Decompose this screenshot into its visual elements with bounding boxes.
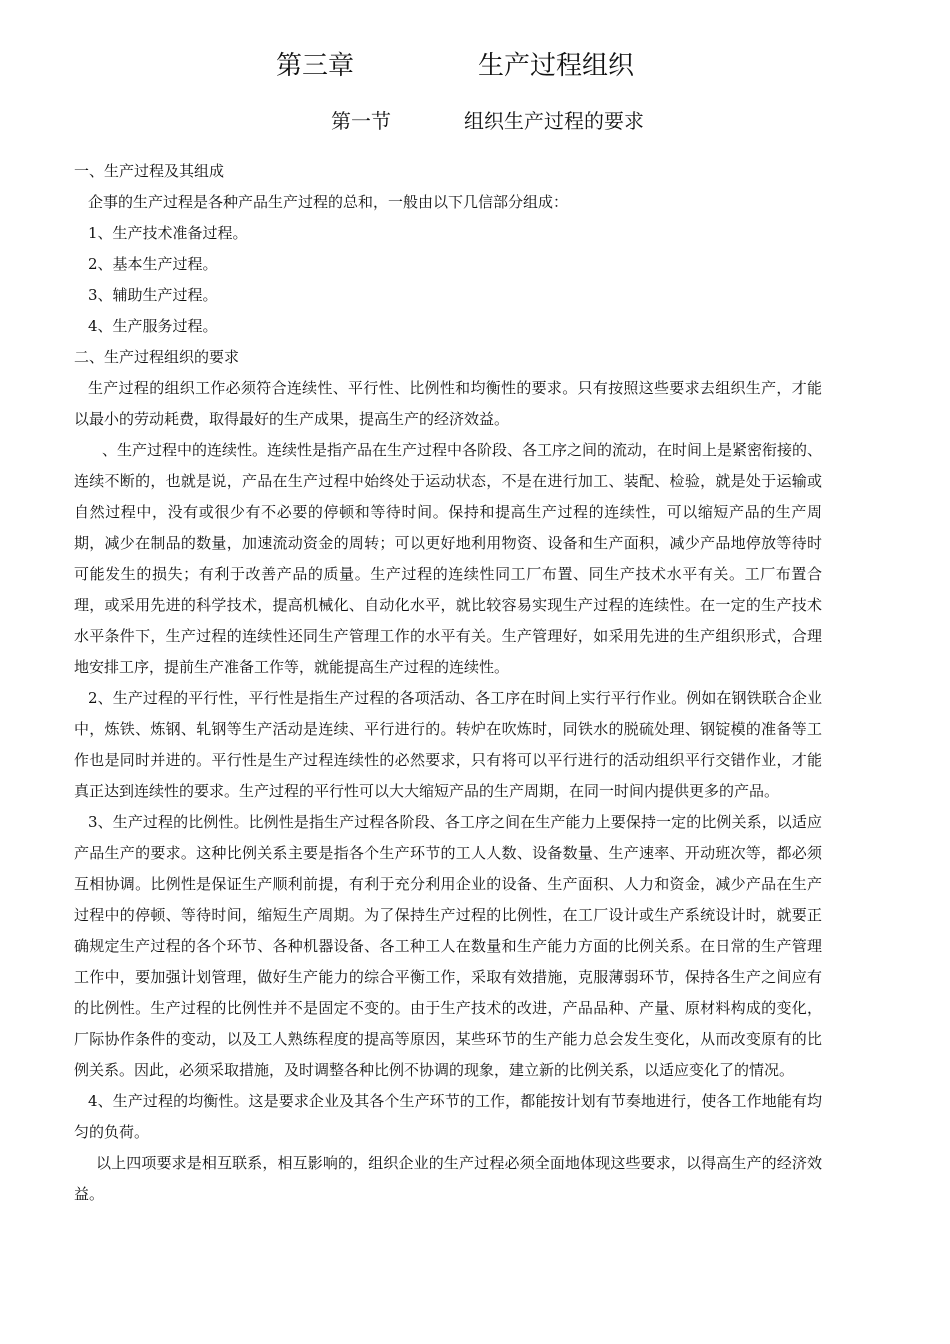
balance-paragraph: 4、生产过程的均衡性。这是要求企业及其各个生产环节的工作，都能按计划有节奏地进行，使各工作地能有均匀的负荷。 bbox=[74, 1092, 822, 1141]
intro-paragraph: 企事的生产过程是各种产品生产过程的总和，一般由以下几信部分组成： bbox=[88, 193, 569, 211]
list-item: 4、生产服务过程。 bbox=[88, 317, 218, 335]
section-name: 组织生产过程的要求 bbox=[464, 109, 644, 133]
chapter-number: 第三章 bbox=[276, 51, 355, 81]
continuity-paragraph: 、生产过程中的连续性。连续性是指产品在生产过程中各阶段、各工序之间的流动，在时间上是紧密衔接的、连续不断的，也就是说，产品在生产过程中始终处于运动状态，不是在进行加工、装配、检验，就是处于运输或自然过程中，没有或很少有不必要的停顿和等待时间。保持和提高生产过程的连续性，可以缩短产品的生产周期，减少在制品的数量，加速流动资金的周转；可以更好地利用物资、设备和生产面积，减少产品地停放等待时可能发生的损失；有利于改善产品的质量。生产过程的连续性同工厂布置、同生产技术水平有关。工厂布置合理，或采用先进的科学技术，提高机械化、自动化水平，就比较容易实现生产过程的连续性。在一定的生产技术水平条件下，生产过程的连续性还同生产管理工作的水平有关。生产管理好，如采用先进的生产组织形式，合理地安排工序，提前生产准备工作等，就能提高生产过程的连续性。 bbox=[74, 441, 823, 676]
parallel-paragraph: 2、生产过程的平行性，平行性是指生产过程的各项活动、各工序在时间上实行平行作业。例如在钢铁联合企业中，炼铁、炼钢、轧钢等生产活动是连续、平行进行的。转炉在吹炼时，同铁水的脱硫处理、钢锭模的准备等工作也是同时并进的。平行性是生产过程连续性的必然要求，只有将可以平行进行的活动组织平行交错作业，才能真正达到连续性的要求。生产过程的平行性可以大大缩短产品的生产周期，在同一时间内提供更多的产品。 bbox=[74, 689, 822, 800]
chapter-name: 生产过程组织 bbox=[478, 51, 635, 81]
list-item: 1、生产技术准备过程。 bbox=[88, 224, 248, 242]
list-item: 2、基本生产过程。 bbox=[88, 255, 218, 273]
proportion-paragraph: 3、生产过程的比例性。比例性是指生产过程各阶段、各工序之间在生产能力上要保持一定的比例关系，以适应产品生产的要求。这种比例关系主要是指各个生产环节的工人人数、设备数量、生产速率、开动班次等，都必须互相协调。比例性是保证生产顺利前提，有利于充分利用企业的设备、生产面积、人力和资金，减少产品在生产过程中的停顿、等待时间，缩短生产周期。为了保持生产过程的比例性，在工厂设计或生产系统设计时，就要正确规定生产过程的各个环节、各种机器设备、各工种工人在数量和生产能力方面的比例关系。在日常的生产管理工作中，要加强计划管理，做好生产能力的综合平衡工作，采取有效措施，克服薄弱环节，保持各生产之间应有的比例性。生产过程的比例性并不是固定不变的。由于生产技术的改进，产品品种、产量、原材料构成的变化，厂际协作条件的变动，以及工人熟练程度的提高等原因，某些环节的生产能力总会发生变化，从而改变原有的比例关系。因此，必须采取措施，及时调整各种比例不协调的现象，建立新的比例关系，以适应变化了的情况。 bbox=[74, 813, 822, 1079]
list-item: 3、辅助生产过程。 bbox=[88, 286, 218, 304]
section-number: 第一节 bbox=[331, 109, 391, 133]
document-body bbox=[74, 156, 822, 1210]
chapter-title bbox=[0, 46, 950, 86]
section-title bbox=[0, 104, 950, 138]
heading-organization-requirements: 二、生产过程组织的要求 bbox=[74, 348, 240, 366]
conclusion-paragraph: 以上四项要求是相互联系，相互影响的，组织企业的生产过程必须全面地体现这些要求，以得高生产的经济效益。 bbox=[74, 1154, 822, 1203]
heading-production-process: 一、生产过程及其组成 bbox=[74, 162, 225, 180]
requirements-paragraph: 生产过程的组织工作必须符合连续性、平行性、比例性和均衡性的要求。只有按照这些要求去组织生产，才能以最小的劳动耗费，取得最好的生产成果，提高生产的经济效益。 bbox=[74, 379, 822, 428]
